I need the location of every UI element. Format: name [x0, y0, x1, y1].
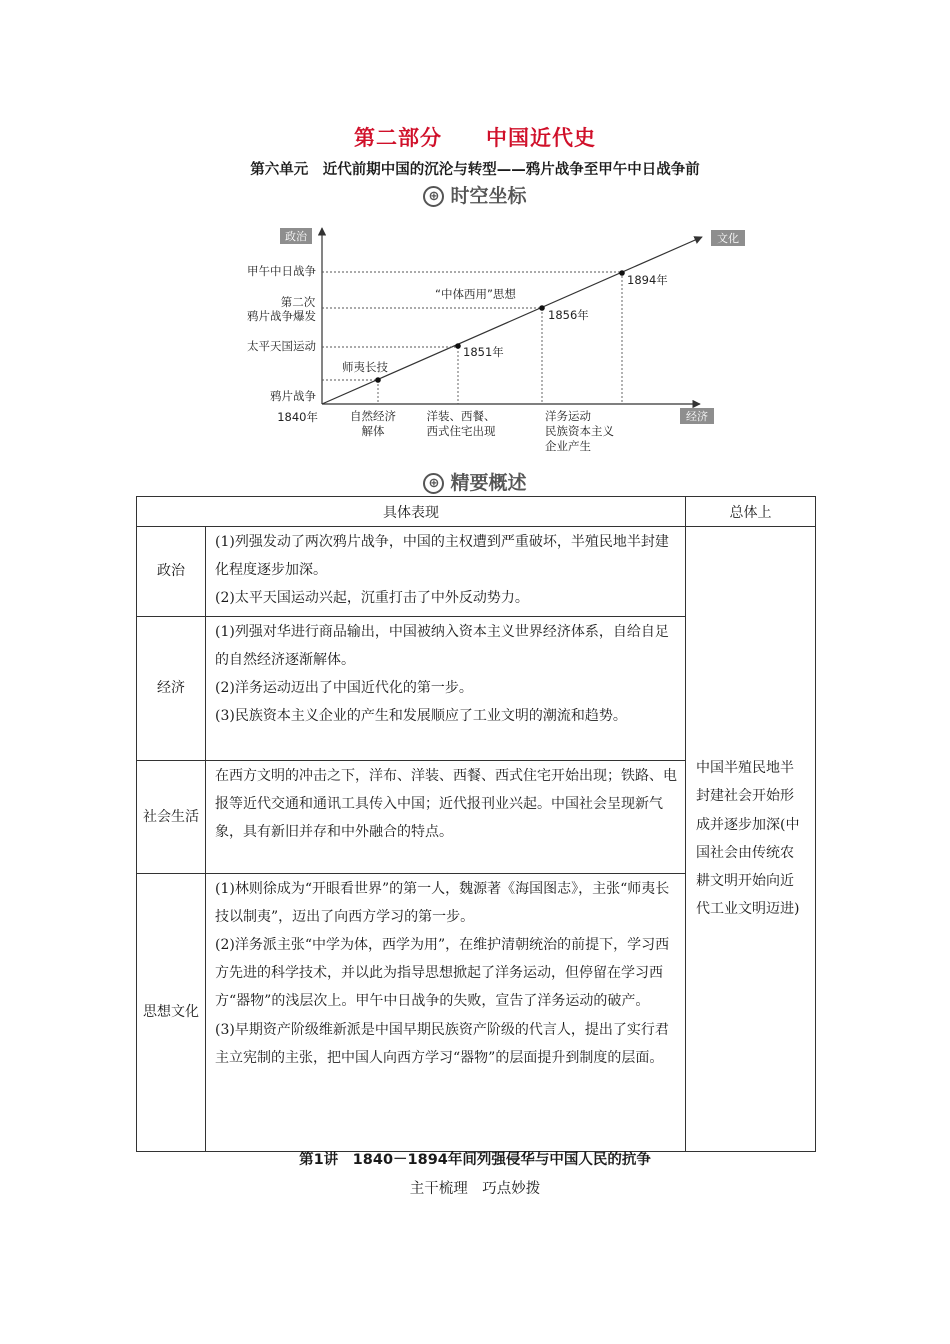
detail-item: (2)洋务派主张“中学为体，西学为用”，在维护清朝统治的前提下，学习西方先进的科学技术，并以此为指导思想掀起了洋务运动，但停留在学习西方“器物”的浅层次上。甲午中日战争的失败，宣告了洋务运动的破产。 — [215, 937, 670, 1010]
header-details: 具体表现 — [137, 497, 686, 527]
detail-item: (1)林则徐成为“开眼看世界”的第一人，魏源著《海国图志》，主张“师夷长技以制夷”，迈出了向西方学习的第一步。 — [215, 880, 670, 925]
details-social-life — [206, 760, 686, 873]
economy-axis-label: 经济 — [686, 410, 708, 423]
detail-item: (2)洋务运动迈出了中国近代化的第一步。 — [215, 680, 473, 697]
details-thought-culture — [206, 873, 686, 1151]
header-overall: 总体上 — [686, 497, 816, 527]
x-event-3-line3: 企业产生 — [545, 439, 591, 453]
x-event-1-line1: 自然经济 — [350, 409, 396, 423]
part-title — [0, 122, 950, 152]
detail-item: (2)太平天国运动兴起，沉重打击了中外反动势力。 — [215, 590, 529, 607]
politics-axis-tag — [280, 228, 312, 244]
lesson-subtitle: 主干梳理 巧点妙拨 — [409, 1181, 541, 1197]
point-label-1856: 1856年 — [548, 308, 589, 322]
section-bullet-icon: ⊕ — [423, 186, 444, 207]
timeline-section-title: 时空坐标 — [450, 185, 527, 207]
thought-label: “中体西用”思想 — [435, 287, 516, 301]
detail-item: (3)早期资产阶级维新派是中国早期民族资产阶级的代言人，提出了实行君主立宪制的主张，把中国人向西方学习“器物”的层面提升到制度的层面。 — [215, 1021, 669, 1066]
point-1856 — [539, 305, 545, 311]
overview-table — [136, 496, 816, 1152]
table-row — [137, 527, 816, 617]
overall-summary: 中国半殖民地半封建社会开始形成并逐步加深(中国社会由传统农耕文明开始向近代工业文明迈进) — [686, 527, 816, 1152]
x-event-2-line1: 洋装、西餐、 — [426, 409, 496, 423]
y-event-jiawu-war: 甲午中日战争 — [247, 264, 316, 278]
point-label-1894: 1894年 — [627, 273, 668, 287]
origin-year: 1840年 — [277, 410, 318, 424]
y-event-opium-war: 鸦片战争 — [270, 389, 316, 403]
culture-axis-label: 文化 — [717, 232, 739, 245]
timeline-section-heading — [0, 181, 950, 208]
y-event-second-opium-1: 第二次 — [280, 295, 316, 309]
timeline-diagram — [230, 222, 750, 462]
economy-axis-tag — [680, 408, 714, 424]
overview-section-title: 精要概述 — [450, 472, 527, 494]
detail-item: (1)列强对华进行商品输出，中国被纳入资本主义世界经济体系，自给自足的自然经济逐渐解体。 — [215, 623, 669, 668]
detail-item: (1)列强发动了两次鸦片战争，中国的主权遭到严重破坏，半殖民地半封建化程度逐步加深。 — [215, 534, 669, 579]
y-event-taiping: 太平天国运动 — [247, 339, 316, 353]
x-event-3-line2: 民族资本主义 — [545, 424, 614, 438]
point-1894 — [619, 270, 625, 276]
overview-section-heading — [0, 468, 950, 495]
point-label-shiyi: 师夷长技 — [342, 360, 388, 374]
table-header-row — [137, 497, 816, 527]
category-social-life: 社会生活 — [137, 760, 206, 873]
part-label: 第二部分 — [354, 126, 442, 150]
detail-item: 在西方文明的冲击之下，洋布、洋装、西餐、西式住宅开始出现；铁路、电报等近代交通和通讯工具传入中国；近代报刊业兴起。中国社会呈现新气象，具有新旧并存和中外融合的特点。 — [215, 767, 677, 841]
politics-axis-label: 政治 — [285, 230, 307, 243]
category-politics: 政治 — [137, 527, 206, 617]
details-economy — [206, 616, 686, 760]
x-event-1-line2: 解体 — [361, 424, 385, 438]
subject-label: 中国近代史 — [486, 126, 596, 150]
x-event-3-line1: 洋务运动 — [545, 409, 591, 423]
details-politics — [206, 527, 686, 617]
y-event-second-opium-2: 鸦片战争爆发 — [247, 309, 316, 323]
detail-item: (3)民族资本主义企业的产生和发展顺应了工业文明的潮流和趋势。 — [215, 708, 627, 725]
category-economy: 经济 — [137, 616, 206, 760]
culture-axis-tag — [711, 230, 745, 246]
point-1851 — [455, 343, 461, 349]
x-event-2-line2: 西式住宅出现 — [426, 424, 496, 438]
point-label-1851: 1851年 — [463, 345, 504, 359]
section-bullet-icon: ⊕ — [423, 473, 444, 494]
unit-title: 第六单元 近代前期中国的沉沦与转型——鸦片战争至甲午中日战争前 — [250, 162, 700, 178]
point-shiyi — [375, 377, 381, 383]
category-thought-culture: 思想文化 — [137, 873, 206, 1151]
lesson-title: 第1讲 1840－1894年间列强侵华与中国人民的抗争 — [299, 1152, 651, 1168]
